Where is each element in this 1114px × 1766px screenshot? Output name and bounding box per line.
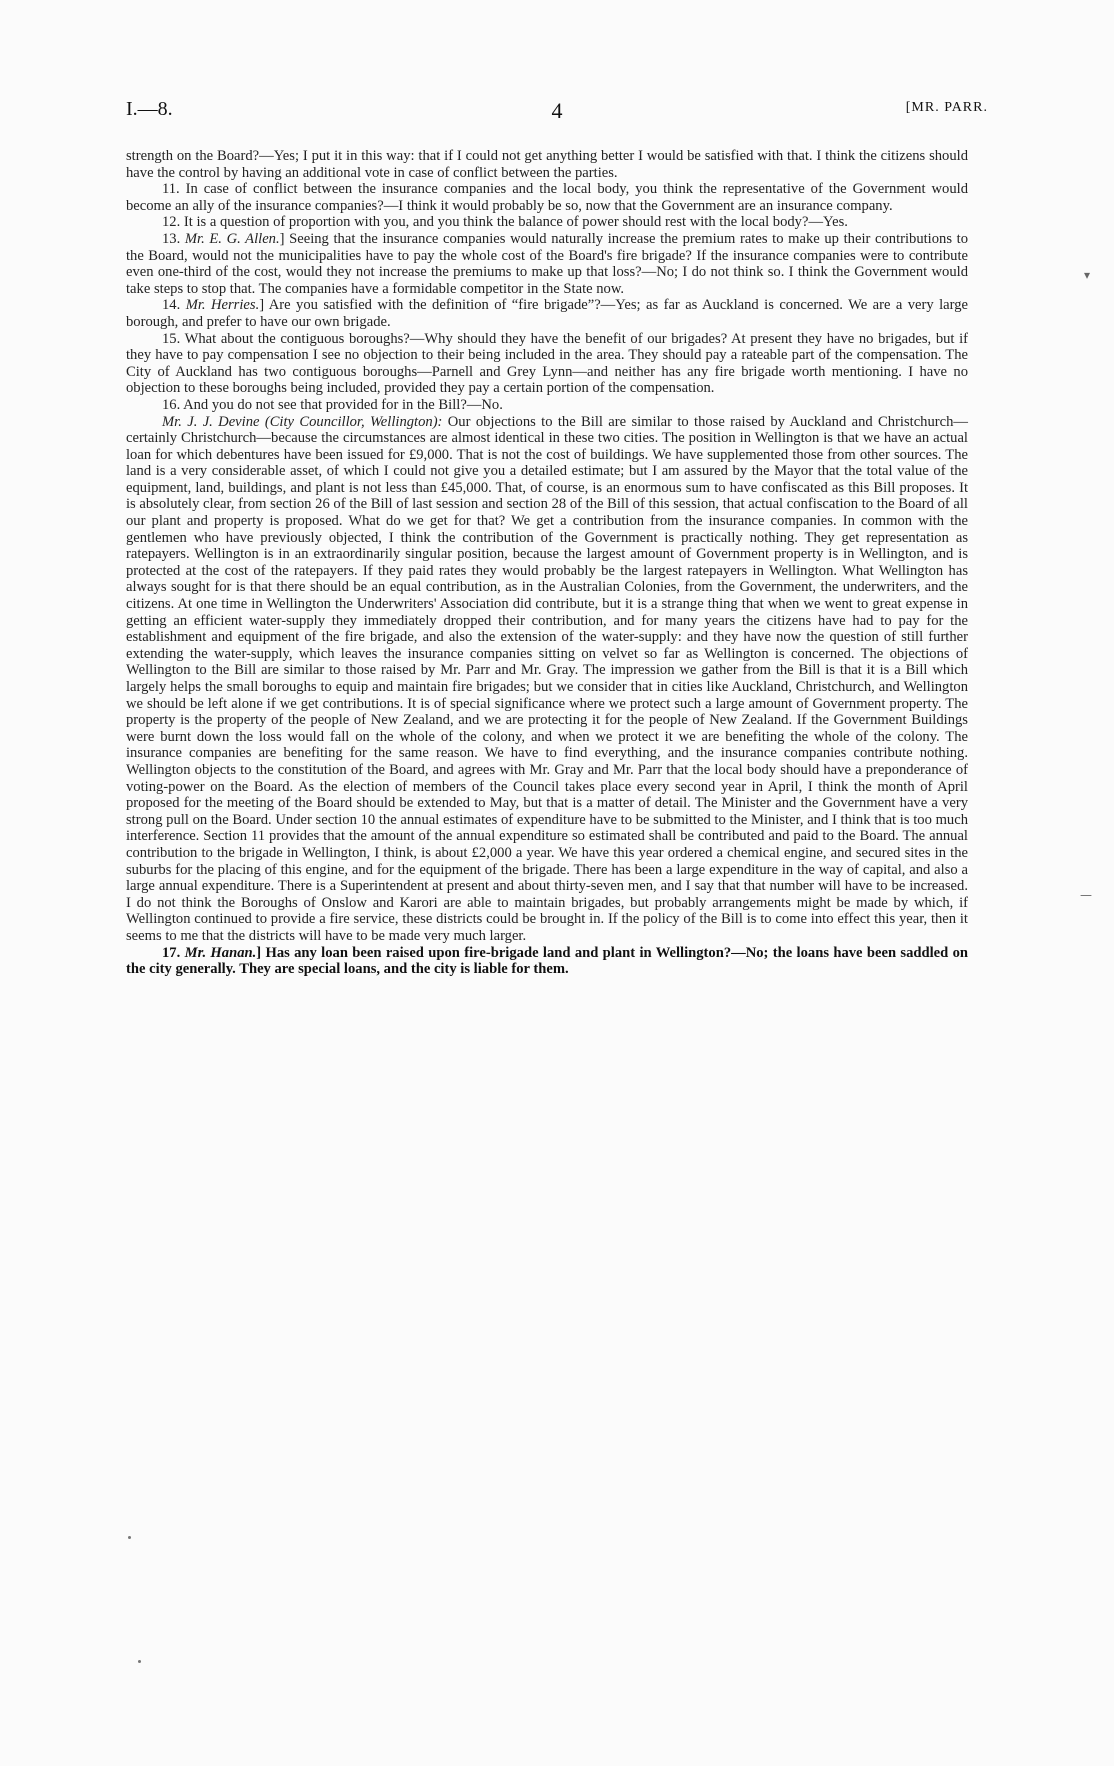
paragraph-q11: 11. In case of conflict between the insurance companies and the local body, you think the representative of the Government would become an ally of the insurance companies?—I think it would probably be so, now that the Government are an insurance company. bbox=[126, 181, 968, 214]
statement-text: Our objections to the Bill are similar to those raised by Auckland and Christchurch—certainly Christchurch—because the circumstances are almost identical in these two cities. The position in Wellington is that we have an actual loan for which debentures have been issued for £9,000. That is not the cost of buildings. We have supplemented those from other sources. The land is a very considerable asset, of which I could not give you a detailed estimate; but I am assured by the Mayor that the total value of the equipment, land, buildings, and plant is not less than £45,000. That, of course, is an enormous sum to have confiscated as this Bill proposes. It is absolutely clear, from section 26 of the Bill of last session and section 28 of the Bill of this session, that actual confiscation to the Board of all our plant and property is proposed. What do we get for that? We get a contribution from the insurance companies. In common with the gentlemen who have previously objected, I think the contribution of the Government is practically nothing. They get representation as ratepayers. Wellington is in an extraordinarily singular position, because the largest amount of Government property is in Wellington, and is protected at the cost of the ratepayers. If they paid rates they would probably be the largest ratepayers in Wellington. What Wellington has always sought for is that there should be an equal contribution, as in the Australian Colonies, from the Government, the underwriters, and the citizens. At one time in Wellington the Underwriters' Association did contribute, but it is a strange thing that when we went to great expense in getting an efficient water-supply they immediately dropped their contribution, and for many years the citizens have had to pay for the establishment and equipment of the fire brigade, and also the extension of the water-supply: and they have now the question of still further extending the water-supply, which leaves the insurance companies sitting on velvet so far as Wellington is concerned. The objections of Wellington to the Bill are similar to those raised by Mr. Parr and Mr. Gray. The impression we gather from the Bill is that it is a Bill which largely helps the small boroughs to equip and maintain fire brigades; but we consider that in cities like Auckland, Christchurch, and Wellington we should be left alone if we get contributions. It is of special significance where we protect such a large amount of Government property. The property is the property of the people of New Zealand, and we are protecting it for the people of New Zealand. If the Government Buildings were burnt down the loss would fall on the whole of the colony, and when we protect it we are benefiting the whole of the colony. The insurance companies are benefiting for the same reason. We have to find everything, and the insurance companies contribute nothing. Wellington objects to the constitution of the Board, and agrees with Mr. Gray and Mr. Parr that the local body should have a preponderance of voting-power on the Board. As the election of members of the Council takes place every second year in April, I think the month of April proposed for the meeting of the Board should be extended to May, but that is a matter of detail. The Minister and the Government have a very strong pull on the Board. Under section 10 the annual estimates of expenditure have to be submitted to the Minister, and I think that is too much interference. Section 11 provides that the amount of the annual expenditure so estimated shall be contributed and paid to the Board. The annual contribution to the brigade in Wellington, I think, is about £2,000 a year. We have this year ordered a chemical engine, and secured sites in the suburbs for the placing of this engine, and for the equipment of the brigade. There has been a large expenditure in the way of capital, and also a large annual expenditure. There is a Superintendent at present and about thirty-seven men, and I say that that number will have to be increased. I do not think the Boroughs of Onslow and Karori are able to maintain brigades, but probably arrangements might be made by which, if Wellington continued to provide a fire service, these districts could be brought in. If the policy of the Bill is to come into effect this year, then it seems to me that the districts will have to be made very much larger. bbox=[126, 413, 968, 944]
margin-tick-mark: ▾ bbox=[1084, 268, 1091, 282]
margin-tick-mark: — bbox=[1080, 888, 1092, 902]
speaker-name: Mr. E. G. Allen. bbox=[184, 230, 280, 247]
question-number: 13. bbox=[162, 230, 185, 247]
paragraph-q15: 15. What about the contiguous boroughs?—Why should they have the benefit of our brigades? At present they have no brigades, but if they have to pay compensation I see no objection to their being included in the area. They should pay a rateable part of the compensation. The City of Auckland has two contiguous boroughs—Parnell and Grey Lynn—and neither has any fire brigade worth mentioning. I have no objection to these boroughs being included, provided they pay a certain portion of the compensation. bbox=[126, 330, 968, 397]
paragraph-q12: 12. It is a question of proportion with you, and you think the balance of power should rest with the local body?—Yes. bbox=[162, 214, 848, 231]
paper-reference: I.—8. bbox=[126, 98, 173, 120]
paragraph-q13 bbox=[126, 231, 968, 297]
speaker-name: Mr. Herries. bbox=[185, 297, 260, 314]
paragraph-continued: strength on the Board?—Yes; I put it in this way: that if I could not get anything better I would be satisfied with that. I think the citizens should have the control by having an additional vote in case of conflict between the parties. bbox=[126, 148, 968, 181]
question-number: 17. bbox=[162, 944, 185, 961]
page-body bbox=[126, 148, 968, 978]
question-text: ] Has any loan been raised upon fire-brigade land and plant in Wellington?—No; the loans have been saddled on the city generally. They are special loans, and the city is liable for them. bbox=[126, 944, 969, 978]
speaker-name: Mr. J. J. Devine (City Councillor, Wellington): bbox=[162, 413, 443, 430]
paragraph-q14 bbox=[126, 297, 968, 330]
paragraph-q17 bbox=[126, 945, 968, 978]
speck-mark bbox=[128, 1536, 131, 1539]
question-text: ] Seeing that the insurance companies would naturally increase the premium rates to make up their contributions to the Board, would not the municipalities have to pay the whole cost of the Board's fire brigade? If the insurance companies were to contribute even one-third of the cost, would they not increase the premiums to make up that loss?—No; I do not think so. I think the Government would take steps to stop that. The companies have a formidable competitor in the State now. bbox=[126, 230, 969, 297]
paragraph-devine-statement bbox=[126, 414, 968, 945]
speaker-name: Mr. Hanan. bbox=[184, 944, 257, 961]
paragraph-q16: 16. And you do not see that provided for in the Bill?—No. bbox=[162, 396, 503, 413]
speck-mark bbox=[138, 1660, 141, 1663]
page-number: 4 bbox=[551, 98, 563, 123]
question-text: ] Are you satisfied with the definition of “fire brigade”?—Yes; as far as Auckland is concerned. We are a very large borough, and prefer to have our own brigade. bbox=[126, 297, 969, 330]
page-header bbox=[126, 98, 988, 128]
witness-name: [MR. PARR. bbox=[905, 100, 988, 115]
question-number: 14. bbox=[162, 297, 186, 314]
